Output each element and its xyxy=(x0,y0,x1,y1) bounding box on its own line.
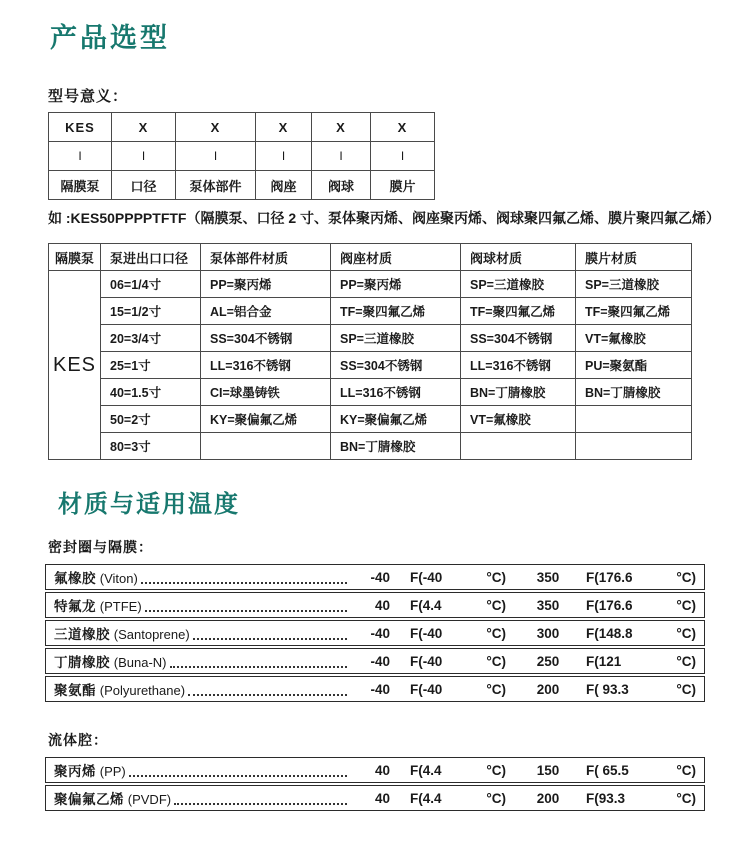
table-cell: 50=2寸 xyxy=(101,406,201,433)
model-cell: KES xyxy=(49,113,112,142)
header-cell: 膜片材质 xyxy=(576,244,692,271)
min-temp-f: 40 xyxy=(374,597,390,613)
min-temp-c: F(4.4 °C) xyxy=(410,597,506,613)
table-cell: KY=聚偏氟乙烯 xyxy=(331,406,461,433)
material-name: 三道橡胶 (Santoprene) xyxy=(54,627,190,642)
temp-row xyxy=(45,592,705,618)
max-temp-f: 150 xyxy=(536,762,560,778)
model-cell: X xyxy=(176,113,256,142)
table-row xyxy=(49,352,692,379)
dot-leader xyxy=(141,581,347,584)
model-cell: X xyxy=(256,113,312,142)
table-cell: BN=丁腈橡胶 xyxy=(461,379,576,406)
table-cell: VT=氟橡胶 xyxy=(461,406,576,433)
table-cell: CI=球墨铸铁 xyxy=(201,379,331,406)
temp-row xyxy=(45,785,705,811)
table-cell: LL=316不锈钢 xyxy=(331,379,461,406)
max-temp-f: 350 xyxy=(536,569,560,585)
table-cell: BN=丁腈橡胶 xyxy=(576,379,692,406)
table-cell: VT=氟橡胶 xyxy=(576,325,692,352)
model-cell: X xyxy=(371,113,435,142)
table-cell: KY=聚偏氟乙烯 xyxy=(201,406,331,433)
model-cell: 口径 xyxy=(112,171,176,200)
fluid-chamber-label: 流体腔： xyxy=(48,732,108,748)
model-cell: 阀座 xyxy=(256,171,312,200)
seal-temperature-table xyxy=(45,564,705,702)
table-cell: PU=聚氨酯 xyxy=(576,352,692,379)
material-name: 特氟龙 (PTFE) xyxy=(54,599,142,614)
max-temp-c: F(148.8 °C) xyxy=(586,625,696,641)
dot-leader xyxy=(145,609,347,612)
table-cell: 80=3寸 xyxy=(101,433,201,460)
table-row xyxy=(49,271,692,298)
temp-row xyxy=(45,648,705,674)
model-cell: 膜片 xyxy=(371,171,435,200)
header-cell: 隔膜泵 xyxy=(49,244,101,271)
dot-leader xyxy=(129,774,347,777)
min-temp-f: -40 xyxy=(370,625,390,641)
table-cell: BN=丁腈橡胶 xyxy=(331,433,461,460)
series-label-cell: KES xyxy=(49,271,101,460)
dot-leader xyxy=(193,637,347,640)
table-cell: TF=聚四氟乙烯 xyxy=(461,298,576,325)
model-meaning-label: 型号意义： xyxy=(48,88,129,105)
min-temp-c: F(-40 °C) xyxy=(410,681,506,697)
material-name: 氟橡胶 (Viton) xyxy=(54,571,138,586)
table-cell: LL=316不锈钢 xyxy=(461,352,576,379)
temp-row xyxy=(45,676,705,702)
material-name: 聚氨酯 (Polyurethane) xyxy=(54,683,186,698)
min-temp-f: -40 xyxy=(370,681,390,697)
model-cell: X xyxy=(112,113,176,142)
model-cell: 隔膜泵 xyxy=(49,171,112,200)
model-meaning-row xyxy=(49,171,435,200)
table-row xyxy=(49,325,692,352)
temp-row xyxy=(45,757,705,783)
model-cell: 阀球 xyxy=(312,171,371,200)
table-cell xyxy=(576,433,692,460)
material-name: 聚丙烯 (PP) xyxy=(54,764,126,779)
table-cell: LL=316不锈钢 xyxy=(201,352,331,379)
model-cell: I xyxy=(256,142,312,171)
min-temp-f: -40 xyxy=(370,653,390,669)
model-cell: I xyxy=(312,142,371,171)
header-cell: 泵进出口口径 xyxy=(101,244,201,271)
table-cell: 15=1/2寸 xyxy=(101,298,201,325)
model-example-text: 如 :KES50PPPPTFTF（隔膜泵、口径 2 寸、泵体聚丙烯、阀座聚丙烯、阀球聚四氟乙烯、膜片聚四氟乙烯） xyxy=(48,210,721,226)
min-temp-f: 40 xyxy=(374,790,390,806)
table-cell xyxy=(201,433,331,460)
table-cell: AL=铝合金 xyxy=(201,298,331,325)
dot-leader xyxy=(188,693,347,696)
table-cell: SS=304不锈钢 xyxy=(201,325,331,352)
dot-leader xyxy=(170,665,347,668)
table-row xyxy=(49,298,692,325)
model-cell: I xyxy=(176,142,256,171)
table-cell: TF=聚四氟乙烯 xyxy=(576,298,692,325)
table-cell: 06=1/4寸 xyxy=(101,271,201,298)
table-cell: SP=三道橡胶 xyxy=(331,325,461,352)
table-cell: SS=304不锈钢 xyxy=(331,352,461,379)
model-cell: I xyxy=(49,142,112,171)
table-cell: SS=304不锈钢 xyxy=(461,325,576,352)
max-temp-f: 300 xyxy=(536,625,560,641)
table-cell: 20=3/4寸 xyxy=(101,325,201,352)
table-row xyxy=(49,406,692,433)
table-cell xyxy=(461,433,576,460)
selection-header-row xyxy=(49,244,692,271)
model-cell: X xyxy=(312,113,371,142)
dot-leader xyxy=(174,802,347,805)
min-temp-f: 40 xyxy=(374,762,390,778)
model-code-row xyxy=(49,113,435,142)
min-temp-c: F(4.4 °C) xyxy=(410,790,506,806)
table-row xyxy=(49,379,692,406)
min-temp-c: F(-40 °C) xyxy=(410,625,506,641)
page-title: 产品选型 xyxy=(50,23,170,53)
table-row xyxy=(49,433,692,460)
model-code-table xyxy=(48,112,435,200)
table-cell: SP=三道橡胶 xyxy=(576,271,692,298)
table-cell: PP=聚丙烯 xyxy=(331,271,461,298)
temp-row xyxy=(45,620,705,646)
model-cell: I xyxy=(371,142,435,171)
min-temp-f: -40 xyxy=(370,569,390,585)
header-cell: 泵体部件材质 xyxy=(201,244,331,271)
material-selection-table xyxy=(48,243,692,460)
material-name: 聚偏氟乙烯 (PVDF) xyxy=(54,792,172,807)
temp-row xyxy=(45,564,705,590)
max-temp-f: 200 xyxy=(536,790,560,806)
min-temp-c: F(-40 °C) xyxy=(410,653,506,669)
section-title-materials-temperature: 材质与适用温度 xyxy=(58,491,240,518)
max-temp-c: F(176.6 °C) xyxy=(586,597,696,613)
seal-diaphragm-label: 密封圈与隔膜： xyxy=(48,539,153,555)
max-temp-f: 350 xyxy=(536,597,560,613)
min-temp-c: F(4.4 °C) xyxy=(410,762,506,778)
model-cell: 泵体部件 xyxy=(176,171,256,200)
table-cell xyxy=(576,406,692,433)
table-cell: 40=1.5寸 xyxy=(101,379,201,406)
max-temp-f: 200 xyxy=(536,681,560,697)
max-temp-c: F( 65.5 °C) xyxy=(586,762,696,778)
max-temp-c: F(176.6 °C) xyxy=(586,569,696,585)
min-temp-c: F(-40 °C) xyxy=(410,569,506,585)
model-connector-row xyxy=(49,142,435,171)
fluid-temperature-table xyxy=(45,757,705,811)
table-cell: 25=1寸 xyxy=(101,352,201,379)
header-cell: 阀球材质 xyxy=(461,244,576,271)
header-cell: 阀座材质 xyxy=(331,244,461,271)
max-temp-c: F(121 °C) xyxy=(586,653,696,669)
table-cell: SP=三道橡胶 xyxy=(461,271,576,298)
table-cell: PP=聚丙烯 xyxy=(201,271,331,298)
max-temp-c: F(93.3 °C) xyxy=(586,790,696,806)
table-cell: TF=聚四氟乙烯 xyxy=(331,298,461,325)
max-temp-c: F( 93.3 °C) xyxy=(586,681,696,697)
max-temp-f: 250 xyxy=(536,653,560,669)
material-name: 丁腈橡胶 (Buna-N) xyxy=(54,655,167,670)
model-cell: I xyxy=(112,142,176,171)
